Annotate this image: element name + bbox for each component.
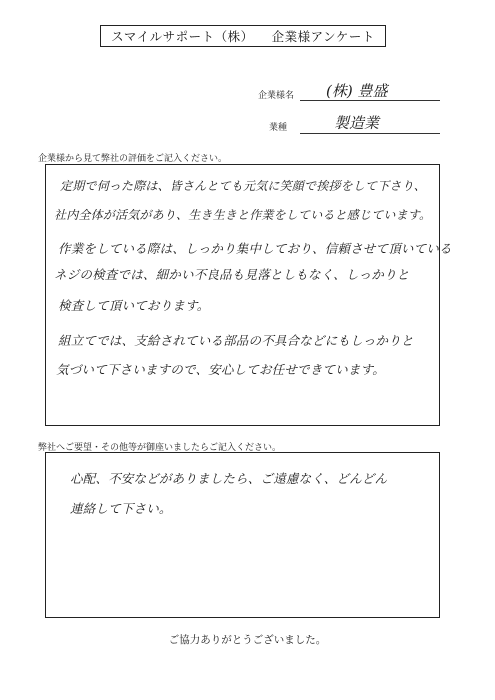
requests-line: 連絡して下さい。 xyxy=(70,501,172,516)
evaluation-line: 気づいて下さいますので、安心してお任せできています。 xyxy=(56,362,385,377)
evaluation-line: 作業をしている際は、しっかり集中しており、信頼させて頂いている xyxy=(58,241,452,256)
requests-label: 弊社へご要望・その他等が御座いましたらご記入ください。 xyxy=(38,443,282,453)
evaluation-line: 組立てでは、支給されている部品の不具合などにもしっかりと xyxy=(58,333,414,348)
survey-company-name: スマイルサポート（株） xyxy=(111,29,254,44)
company-name-label: 企業様名 xyxy=(258,91,295,101)
industry-underline xyxy=(300,133,440,134)
industry-label: 業種 xyxy=(269,123,288,133)
requests-line: 心配、不安などがありましたら、ご遠慮なく、どんどん xyxy=(70,471,388,486)
survey-title: 企業様アンケート xyxy=(271,29,375,44)
evaluation-line: 検査して頂いております。 xyxy=(58,298,210,313)
company-name-value: (株) 豊盛 xyxy=(326,82,388,100)
evaluation-label: 企業様から見て弊社の評価をご記入ください。 xyxy=(38,154,228,164)
evaluation-line: 社内全体が活気があり、生き生きと作業をしていると感じています。 xyxy=(54,208,432,222)
industry-value: 製造業 xyxy=(334,114,380,132)
thanks-footer: ご協力ありがとうございました。 xyxy=(168,634,327,646)
evaluation-box xyxy=(45,164,452,426)
survey-title-box xyxy=(100,25,386,47)
evaluation-line: ネジの検査では、細かい不良品も見落としもなく、しっかりと xyxy=(54,267,410,282)
company-name-underline xyxy=(300,100,440,101)
evaluation-line: 定期で伺った際は、皆さんとても元気に笑顔で挨拶をして下さり、 xyxy=(60,179,427,193)
requests-box xyxy=(45,452,440,618)
